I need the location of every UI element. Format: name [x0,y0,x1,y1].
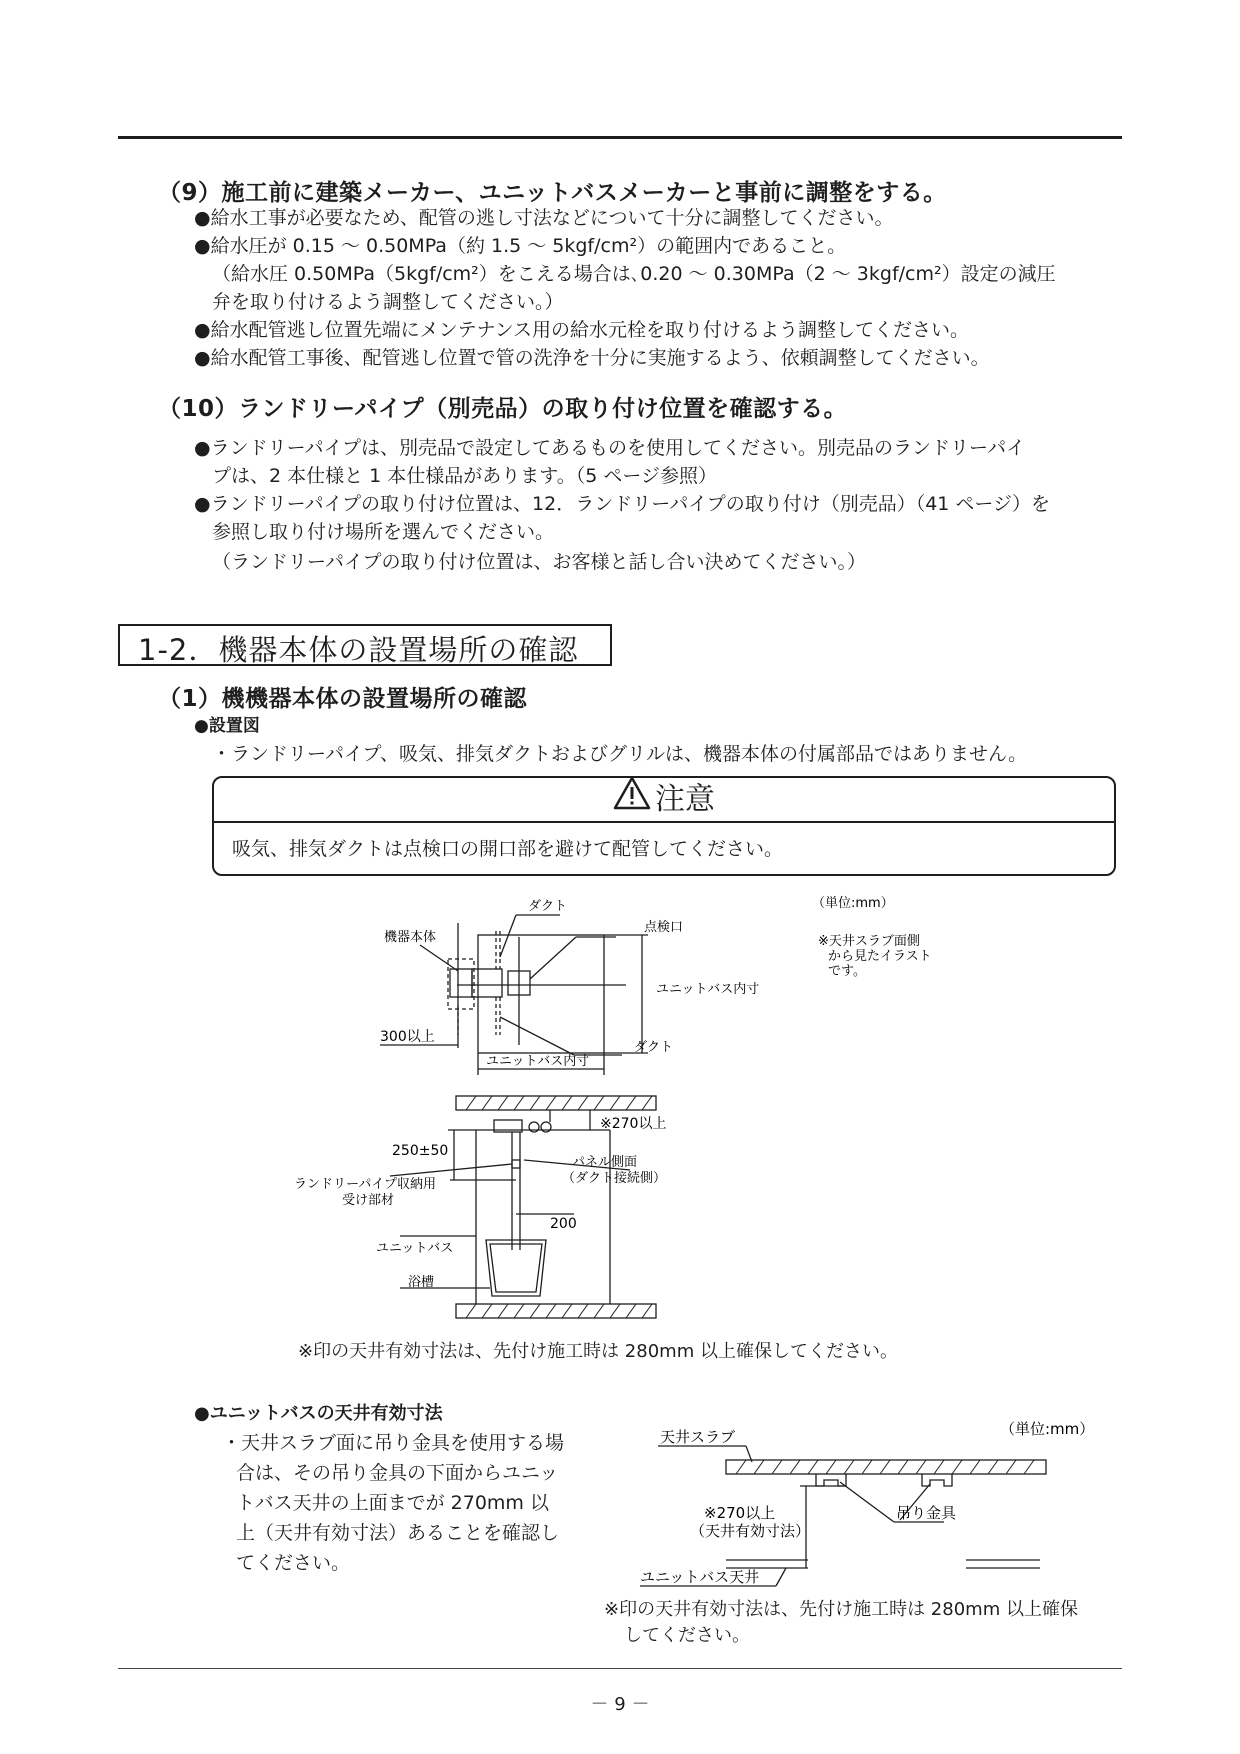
install-note: ・ランドリーパイプ、吸気、排気ダクトおよびグリルは、機器本体の付属部品ではありません。 [212,743,1028,765]
section-9-bullet-1: ●給水工事が必要なため、配管の逃し寸法などについて十分に調整してください。 [194,207,894,229]
side-section-footnote: ※印の天井有効寸法は、先付け施工時は 280mm 以上確保してください。 [298,1341,898,1362]
ceiling-paragraph-3: トバス天井の上面までが 270mm 以 [236,1492,549,1514]
label-unit-bath-ceiling: ユニットバス天井 [640,1568,760,1586]
top-rule [118,136,1122,139]
view-note-3: です。 [828,964,866,979]
label-dim-270: ※270以上 [600,1116,667,1132]
section-10-heading: （10）ランドリーパイプ（別売品）の取り付け位置を確認する。 [158,396,848,422]
section-10-bullet-1: ●ランドリーパイプは、別売品で設定してあるものを使用してください。別売品のランドリーパイ [194,437,1026,459]
ceiling-paragraph-4: 上（天井有効寸法）あることを確認し [236,1522,560,1544]
ceiling-footnote-2: してください。 [624,1625,750,1646]
section-10-bullet-2: ●ランドリーパイプの取り付け位置は、12．ランドリーパイプの取り付け（別売品）（41 ページ）を [194,493,1051,515]
view-note-1: ※天井スラブ面側 [818,934,920,949]
ceiling-paragraph-5: てください。 [236,1552,351,1574]
view-note-2: から見たイラスト [828,949,932,964]
label-duct-connection-side: （ダクト接続側） [562,1171,667,1186]
section-title: 1-2．機器本体の設置場所の確認 [138,633,579,667]
label-unit-body: 機器本体 [384,930,437,945]
label-ceiling-effective: （天井有効寸法） [690,1522,811,1540]
bottom-rule [118,1668,1122,1669]
section-9-bullet-2-cont-2: 弁を取り付けるよう調整してください。） [212,291,564,313]
ceiling-hanger-diagram [600,1410,1120,1600]
unit-label-2: （単位:mm） [1000,1420,1095,1438]
label-hanger: 吊り金具 [896,1504,957,1522]
section-9-bullet-2: ●給水圧が 0.15 ～ 0.50MPa（約 1.5 ～ 5kgf/cm²）の範囲内であること。 [194,235,847,257]
label-dim-270-ceiling: ※270以上 [704,1504,776,1522]
label-bath-inner-vertical: ユニットバス内寸 [656,982,760,997]
page-number: － 9 － [590,1694,650,1715]
label-duct-bottom: ダクト [634,1040,674,1055]
warning-icon [613,776,651,824]
ceiling-paragraph-2: 合は、その吊り金具の下面からユニッ [236,1462,559,1484]
label-inspection-opening: 点検口 [644,920,684,935]
sub-heading: （1）機機器本体の設置場所の確認 [158,686,528,712]
section-10-bullet-1-cont: プは、2 本仕様と 1 本仕様品があります。（5 ページ参照） [212,465,718,487]
ceiling-paragraph-1: ・天井スラブ面に吊り金具を使用する場 [222,1432,565,1454]
caution-header [212,776,1116,822]
label-laundry-holder-1: ランドリーパイプ収納用 [294,1177,436,1192]
label-bathtub: 浴槽 [408,1275,435,1290]
label-duct-top: ダクト [528,899,568,914]
label-bath-inner-horizontal: ユニットバス内寸 [486,1054,590,1069]
side-section-diagram [290,1090,690,1340]
top-view-diagram [360,885,1000,1075]
label-dim-250: 250±50 [392,1143,449,1159]
section-9-bullet-3: ●給水配管逃し位置先端にメンテナンス用の給水元栓を取り付けるよう調整してください。 [194,319,970,341]
ceiling-heading: ●ユニットバスの天井有効寸法 [194,1403,443,1424]
label-dim-200: 200 [550,1216,577,1232]
install-diagram-label: ●設置図 [194,716,260,736]
ceiling-footnote-1: ※印の天井有効寸法は、先付け施工時は 280mm 以上確保 [604,1599,1078,1620]
label-laundry-holder-2: 受け部材 [342,1193,395,1208]
label-dim-300: 300以上 [380,1029,435,1045]
label-panel-side: パネル側面 [572,1155,638,1170]
section-10-bullet-2-cont-2: （ランドリーパイプの取り付け位置は、お客様と話し合い決めてください。） [212,551,866,573]
label-ceiling-slab: 天井スラブ [660,1428,736,1446]
section-9-bullet-4: ●給水配管工事後、配管逃し位置で管の洗浄を十分に実施するよう、依頼調整してください。 [194,347,990,369]
label-unit-bath: ユニットバス [376,1241,454,1256]
section-10-bullet-2-cont: 参照し取り付け場所を選んでください。 [212,521,555,543]
caution-text: 吸気、排気ダクトは点検口の開口部を避けて配管してください。 [232,838,784,860]
section-9-heading: （9）施工前に建築メーカー、ユニットバスメーカーと事前に調整をする。 [158,180,947,206]
caution-title: 注意 [655,782,715,817]
section-9-bullet-2-cont-1: （給水圧 0.50MPa（5kgf/cm²）をこえる場合は､0.20 ～ 0.30MPa（2 ～ 3kgf/cm²）設定の減圧 [212,263,1056,285]
unit-label-1: （単位:mm） [812,896,894,911]
